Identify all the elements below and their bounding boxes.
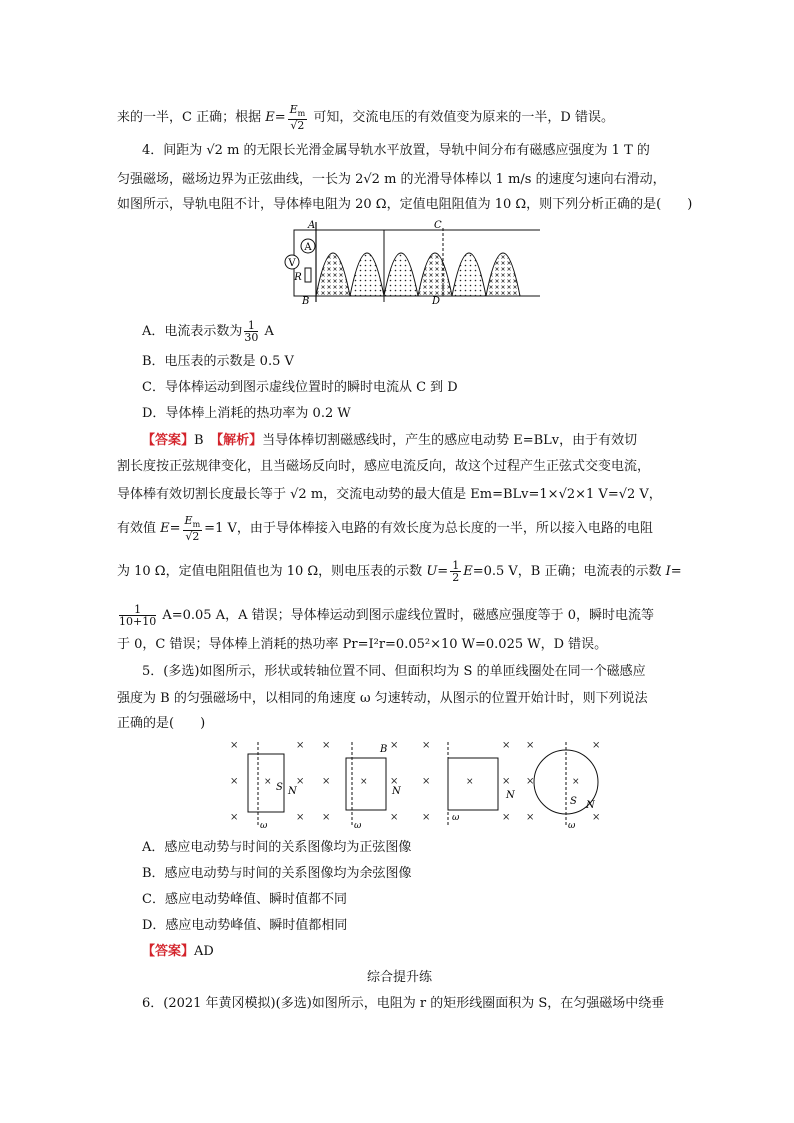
svg-text:×: × [230,812,239,823]
q5-answer-line [142,942,707,962]
q6-line-1: 6．(2021 年黄冈模拟)(多选)如图所示，电阻为 r 的矩形线圈面积为 S，在匀强磁场中绕垂 [142,996,665,1011]
q4-line-2: 匀强磁场，磁场边界为正弦曲线，一长为 2√2 m 的光滑导体棒以 1 m/s 的速度匀速向右滑动， [117,172,666,187]
q4-analysis-2: 割长度按正弦规律变化，且当磁场反向时，感应电流反向，故这个过程产生正弦式交变电流， [117,459,651,474]
svg-text:×: × [264,777,272,787]
label-b: B [302,296,310,304]
svg-text:×: × [502,776,511,787]
answer-value: B [194,433,204,448]
q4-analysis-4: 有效值 E= $\frac{E_m}{√2}$ =1 V，由于导体棒接入电路的有效长度为总长度的一半，所以接入电路的电阻 [117,514,653,544]
svg-text:×: × [422,776,431,787]
q5-line-1: 5．(多选)如图所示，形状或转轴位置不同、但面积均为 S 的单匝线圈处在同一个磁感应 [142,664,646,679]
svg-text:×: × [322,776,331,787]
answer-tag: 【答案】 [142,944,195,959]
coil-2-omega: ω [354,821,362,830]
voltmeter-label: V [288,258,296,269]
coil-4-s-label: S [570,796,577,807]
svg-text:×: × [502,812,511,823]
coil-1-s-label: S [276,782,283,793]
svg-text:×: × [322,740,331,751]
label-a: A [308,220,316,231]
svg-text:×: × [466,777,474,787]
q4-line-1: 4．间距为 √2 m 的无限长光滑金属导轨水平放置，导轨中间分布有磁感应强度为 1 T 的 [142,143,650,158]
coil-1-n-label: N [288,786,297,797]
section-heading: 综合提升练 [366,970,432,985]
magnetic-field-lobes [316,253,520,296]
svg-text:×: × [360,777,368,787]
label-d: D [432,296,441,304]
q5-coils-figure [226,738,606,830]
q5-option-d: D．感应电动势峰值、瞬时值都相同 [142,918,348,933]
coil-4-omega: ω [568,821,576,830]
svg-text:×: × [526,740,535,751]
q4-line-3: 如图所示，导轨电阻不计，导体棒电阻为 20 Ω，定值电阻阻值为 10 Ω，则下列分析正确的是( ) [117,197,693,212]
q5-option-b: B．感应电动势与时间的关系图像均为余弦图像 [142,866,412,881]
q4-circuit-figure [278,218,546,304]
q5-line-3: 正确的是( ) [117,716,206,731]
q4-analysis-6: $\frac{1}{10+10}$ A=0.05 A，A 错误；导体棒运动到图示虚线位置时，磁感应强度等于 0，瞬时电流等 [119,603,655,628]
svg-text:×: × [572,777,580,787]
formula-e-rms: E= $\frac{E_m}{√2}$ [265,103,306,133]
coil-3-omega: ω [452,813,460,823]
svg-text:×: × [422,740,431,751]
q5-option-a: A．感应电动势与时间的关系图像均为正弦图像 [142,840,412,855]
svg-text:×: × [526,776,535,787]
text: 可知，交流电压的有效值变为原来的一半，D 错误。 [309,110,614,126]
svg-text:×: × [502,740,511,751]
answer-tag: 【答案】 [142,433,195,448]
svg-text:×: × [296,812,305,823]
svg-text:×: × [592,740,601,751]
coil-4-n-label: N [586,800,595,811]
q5-option-c: C．感应电动势峰值、瞬时值都不同 [142,892,347,907]
svg-text:×: × [296,740,305,751]
resistor-label: R [294,272,302,283]
svg-text:×: × [390,812,399,823]
svg-text:×: × [526,812,535,823]
svg-text:×: × [390,740,399,751]
q4-answer-line [142,431,707,451]
answer-value: AD [194,944,214,959]
svg-text:×: × [592,812,601,823]
ammeter-label: A [304,242,312,253]
coil-2-n-label: N [392,786,401,797]
coil-3-n-label: N [506,790,515,801]
svg-text:×: × [230,740,239,751]
label-c: C [434,220,442,231]
text: 来的一半，C 正确；根据 [117,110,266,126]
q4-option-a: A．电流表示数为 $\frac{1}{30}$ A [142,319,274,344]
svg-text:×: × [422,812,431,823]
q4-analysis-3: 导体棒有效切割长度最长等于 √2 m，交流电动势的最大值是 Em=BLv=1×√2×1 V=√2 V， [117,487,662,502]
prev-answer-line [117,104,682,131]
svg-text:×: × [322,812,331,823]
svg-text:×: × [390,776,399,787]
q4-option-c: C．导体棒运动到图示虚线位置时的瞬时电流从 C 到 D [142,380,458,395]
analysis-tag: 【解析】 [216,433,263,448]
analysis-text: 当导体棒切割磁感线时，产生的感应电动势 E=BLv，由于有效切 [262,433,638,448]
q4-analysis-7: 于 0，C 错误；导体棒上消耗的热功率 Pr=I²r=0.05²×10 W=0.025 W，D 错误。 [117,637,608,652]
q4-option-b: B．电压表的示数是 0.5 V [142,354,294,369]
coil-2-b-label: B [380,744,388,755]
q5-line-2: 强度为 B 的匀强磁场中，以相同的角速度 ω 匀速转动，从图示的位置开始计时，则下列说法 [117,691,648,706]
q4-analysis-5: 为 10 Ω，定值电阻阻值也为 10 Ω，则电压表的示数 U= $\frac{1}{2}$ E=0.5 V，B 正确；电流表的示数 I= [117,559,682,584]
svg-text:×: × [230,776,239,787]
coil-1-omega: ω [260,821,268,830]
q4-option-d: D．导体棒上消耗的热功率为 0.2 W [142,406,351,421]
svg-text:×: × [296,776,305,787]
resistor [305,268,311,282]
